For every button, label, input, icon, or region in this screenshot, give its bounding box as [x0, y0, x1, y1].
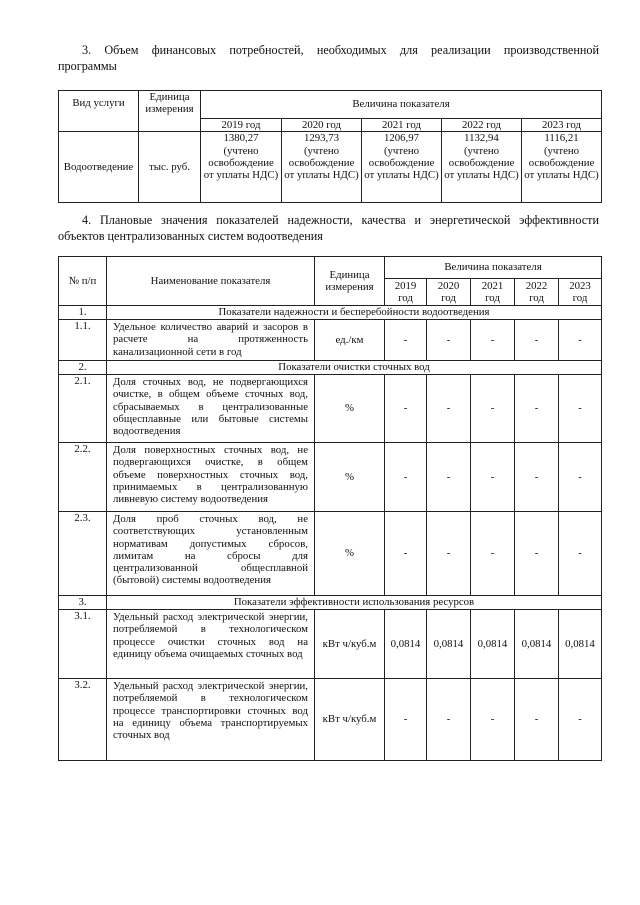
- row-value: -: [559, 375, 602, 443]
- row-unit: кВт ч/куб.м: [315, 679, 385, 761]
- value-cell: [362, 132, 442, 203]
- value-number: 1116,21: [544, 132, 579, 145]
- row-name: Удельное количество аварий и засоров в расчете на протяженность канализационной сети в год: [107, 320, 315, 361]
- row-num: 2.3.: [59, 512, 107, 596]
- value-note: (учтено освобождение от уплаты НДС): [364, 144, 439, 182]
- header-year: 2020 год: [282, 119, 362, 132]
- value-cell: [522, 132, 602, 203]
- row-value: -: [385, 443, 427, 512]
- row-name: Доля проб сточных вод, не соответствующих установленным нормативам допустимых сбросов, лимитам на сбросы для централизованной общесплавной (бытовой) системы водоотведения: [107, 512, 315, 596]
- row-value: -: [559, 443, 602, 512]
- row-name: Удельный расход электрической энергии, потребляемой в технологическом процессе транспортировки сточных вод на единицу объема транспортируемых сточных вод: [107, 679, 315, 761]
- header-unit: Единица измерения: [315, 257, 385, 306]
- section-3-heading-line1: 3. Объем финансовых потребностей, необходимых для реализации производственной: [82, 43, 599, 57]
- row-value: -: [427, 512, 471, 596]
- value-number: 1132,94: [464, 132, 499, 145]
- group-title: Показатели надежности и бесперебойности водоотведения: [107, 306, 602, 320]
- row-unit: кВт ч/куб.м: [315, 610, 385, 679]
- header-year: [559, 279, 602, 306]
- row-num: 2.2.: [59, 443, 107, 512]
- header-year: 2021 год: [362, 119, 442, 132]
- row-value: -: [515, 512, 559, 596]
- value-note: (учтено освобождение от уплаты НДС): [444, 144, 519, 182]
- value-note: (учтено освобождение от уплаты НДС): [524, 144, 599, 182]
- row-value: -: [471, 320, 515, 361]
- row-unit: %: [315, 512, 385, 596]
- header-unit: Единица измерения: [139, 91, 201, 132]
- row-value: 0,0814: [515, 610, 559, 679]
- row-name: Удельный расход электрической энергии, потребляемой в технологическом процессе очистки сточных вод на единицу объема очищаемых сточных вод: [107, 610, 315, 679]
- row-value: -: [515, 679, 559, 761]
- row-value: -: [427, 375, 471, 443]
- row-value: -: [385, 320, 427, 361]
- year-number: 2023: [569, 279, 591, 292]
- value-cell: [442, 132, 522, 203]
- year-word: год: [398, 292, 413, 304]
- header-year: 2022 год: [442, 119, 522, 132]
- indicators-table: [58, 256, 602, 761]
- year-word: год: [441, 292, 456, 304]
- section-4-heading-line1: 4. Плановые значения показателей надежности, качества и энергетической эффективности: [82, 213, 599, 227]
- header-year: 2019 год: [201, 119, 282, 132]
- group-num: 2.: [59, 361, 107, 375]
- year-word: год: [529, 292, 544, 304]
- value-note: (учтено освобождение от уплаты НДС): [284, 144, 359, 182]
- row-value: 0,0814: [559, 610, 602, 679]
- row-value: 0,0814: [385, 610, 427, 679]
- group-title: Показатели эффективности использования ресурсов: [107, 596, 602, 610]
- header-num: № п/п: [59, 257, 107, 306]
- section-4-heading: [58, 212, 599, 244]
- row-name: Доля сточных вод, не подвергающихся очистке, в общем объеме сточных вод, сбрасываемых в централизованные общесплавные или бытовые системы водоотведения: [107, 375, 315, 443]
- row-value: 0,0814: [427, 610, 471, 679]
- row-value: -: [427, 320, 471, 361]
- group-title: Показатели очистки сточных вод: [107, 361, 602, 375]
- row-unit: %: [315, 443, 385, 512]
- row-value: -: [559, 679, 602, 761]
- year-number: 2021: [481, 279, 504, 292]
- row-num: 1.1.: [59, 320, 107, 361]
- section-4-heading-line2: объектов централизованных систем водоотведения: [58, 229, 323, 243]
- row-value: -: [471, 512, 515, 596]
- row-value: -: [559, 320, 602, 361]
- header-year: [385, 279, 427, 306]
- header-value: Величина показателя: [201, 91, 602, 119]
- row-num: 3.1.: [59, 610, 107, 679]
- header-name: Наименование показателя: [107, 257, 315, 306]
- year-number: 2019: [394, 279, 417, 292]
- row-unit: %: [315, 375, 385, 443]
- row-value: -: [385, 512, 427, 596]
- service-name-cell: Водоотведение: [59, 132, 139, 203]
- row-value: -: [559, 512, 602, 596]
- header-value: Величина показателя: [385, 257, 602, 279]
- header-year: [471, 279, 515, 306]
- row-num: 3.2.: [59, 679, 107, 761]
- financial-needs-table: [58, 90, 602, 203]
- row-num: 2.1.: [59, 375, 107, 443]
- row-value: -: [471, 679, 515, 761]
- value-number: 1206,97: [383, 132, 420, 145]
- row-name: Доля поверхностных сточных вод, не подвергающихся очистке, в общем объеме поверхностных сточных вод, принимаемых в централизованную ливневую систему водоотведения: [107, 443, 315, 512]
- value-note: (учтено освобождение от уплаты НДС): [203, 144, 279, 182]
- row-value: -: [515, 375, 559, 443]
- header-year: 2023 год: [522, 119, 602, 132]
- row-value: 0,0814: [471, 610, 515, 679]
- row-value: -: [471, 375, 515, 443]
- row-value: -: [471, 443, 515, 512]
- value-number: 1380,27: [223, 132, 259, 145]
- unit-cell: тыс. руб.: [139, 132, 201, 203]
- section-3-heading-line2: программы: [58, 59, 117, 73]
- value-number: 1293,73: [303, 132, 340, 145]
- header-year: [427, 279, 471, 306]
- row-value: -: [385, 679, 427, 761]
- year-word: год: [485, 292, 500, 304]
- row-value: -: [385, 375, 427, 443]
- group-num: 1.: [59, 306, 107, 320]
- year-word: год: [572, 292, 588, 304]
- row-value: -: [515, 443, 559, 512]
- row-value: -: [427, 443, 471, 512]
- header-year: [515, 279, 559, 306]
- header-service-type: Вид услуги: [59, 91, 139, 132]
- section-3-heading: [58, 42, 599, 74]
- row-unit: ед./км: [315, 320, 385, 361]
- group-num: 3.: [59, 596, 107, 610]
- year-number: 2022: [525, 279, 548, 292]
- row-value: -: [427, 679, 471, 761]
- value-cell: [282, 132, 362, 203]
- value-cell: [201, 132, 282, 203]
- row-value: -: [515, 320, 559, 361]
- year-number: 2020: [437, 279, 460, 292]
